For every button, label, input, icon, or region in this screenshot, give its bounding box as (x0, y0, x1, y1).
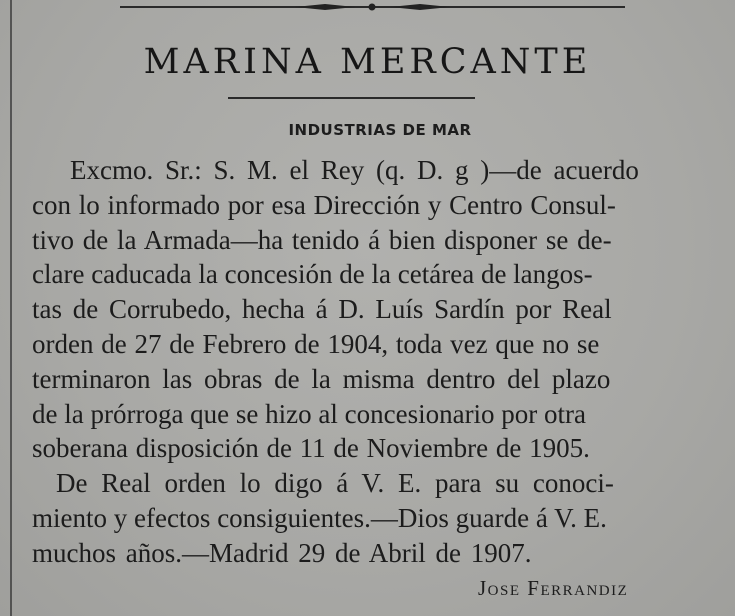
body-line: soberana disposición de 11 de Noviembre de 1905. (32, 433, 590, 463)
article-title: MARINA MERCANTE (143, 42, 592, 82)
body-line: tivo de la Armada—ha tenido á bien disponer se de- (32, 225, 612, 255)
body-line: tas de Corrubedo, hecha á D. Luís Sardín por Real (32, 294, 612, 324)
body-line: Excmo. Sr.: S. M. el Rey (q. D. g )—de acuerdo (70, 155, 639, 185)
body-line: De Real orden lo digo á V. E. para su conoci- (56, 468, 614, 498)
signature: Jose Ferrandiz (478, 576, 629, 600)
article-subtitle: INDUSTRIAS DE MAR (288, 121, 472, 139)
title-divider (228, 97, 475, 99)
body-line: terminaron las obras de la misma dentro del plazo (32, 364, 611, 394)
body-line: de la prórroga que se hizo al concesionario por otra (32, 399, 587, 429)
body-line: orden de 27 de Febrero de 1904, toda vez que no se (32, 329, 600, 359)
body-line: clare caducada la concesión de la cetárea de langos- (32, 259, 593, 289)
body-line: miento y efectos consiguientes.—Dios guarde á V. E. (32, 503, 607, 533)
column-rule (10, 0, 12, 616)
body-line: muchos años.—Madrid 29 de Abril de 1907. (32, 538, 532, 568)
top-ornament-rule (120, 3, 625, 11)
body-line: con lo informado por esa Dirección y Centro Consul- (32, 190, 616, 220)
